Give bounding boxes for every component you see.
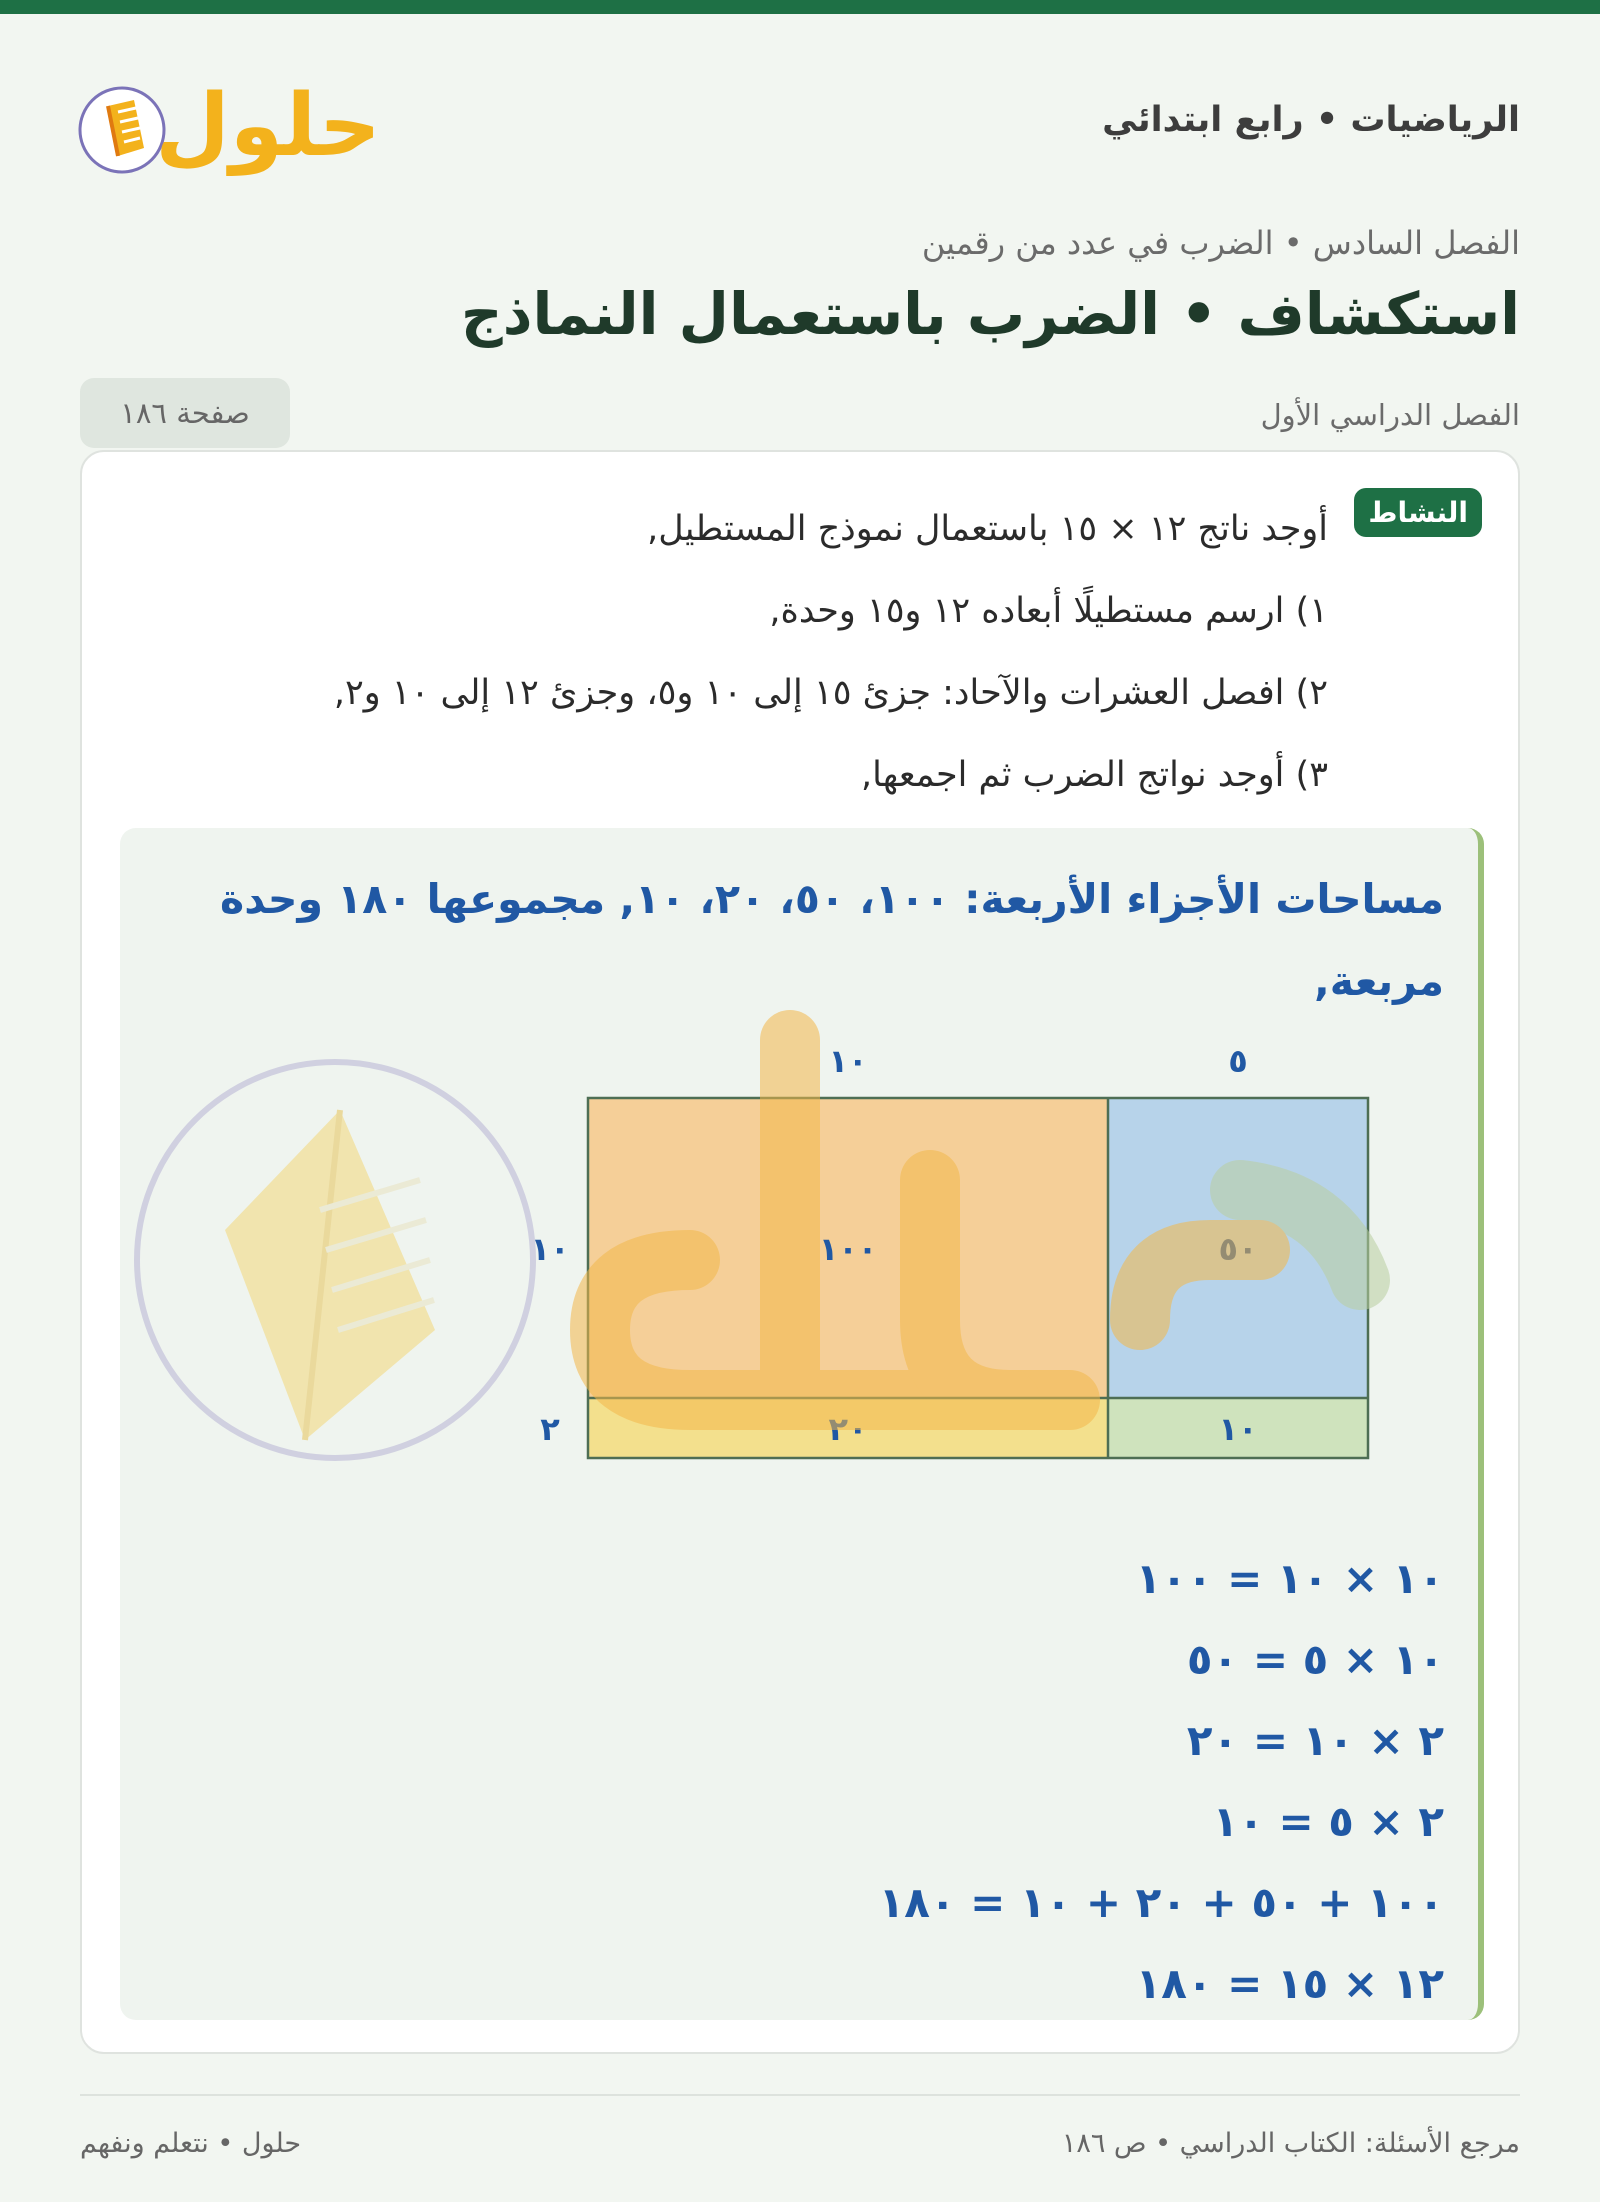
instruction-line: ١) ارسم مستطيلًا أبعاده ١٢ و١٥ وحدة, <box>769 591 1328 631</box>
footer-brand: حلول • نتعلم ونفهم <box>80 2128 302 2159</box>
equation-line: ٢ × ١٠ = ٢٠ <box>1186 1716 1444 1765</box>
chapter-label: الفصل السادس • الضرب في عدد من رقمين <box>921 224 1520 262</box>
solution-summary: مساحات الأجزاء الأربعة: ١٠٠، ٥٠، ٢٠، ١٠, مجموعها ١٨٠ وحدة مربعة, <box>220 875 1444 1005</box>
semester-label: الفصل الدراسي الأول <box>1260 398 1520 432</box>
activity-tag: النشاط <box>1354 488 1482 537</box>
footer-divider <box>80 2094 1520 2096</box>
instruction-line: ٣) أوجد نواتج الضرب ثم اجمعها, <box>860 755 1328 795</box>
page-title: استكشاف • الضرب باستعمال النماذج <box>460 280 1520 348</box>
instruction-line: ٢) افصل العشرات والآحاد: جزئ ١٥ إلى ١٠ و٥، وجزئ ١٢ إلى ١٠ و٢, <box>333 673 1328 713</box>
cell-value-50: ٥٠ <box>1218 1230 1258 1268</box>
cell-value-20: ٢٠ <box>828 1410 868 1448</box>
equation-line: ١٢ × ١٥ = ١٨٠ <box>1135 1959 1444 2008</box>
solution-panel <box>120 828 1484 2020</box>
side-label-tens: ١٠ <box>530 1230 570 1268</box>
top-label-ones: ٥ <box>1228 1042 1248 1080</box>
page-number-badge: صفحة ١٨٦ <box>80 378 290 448</box>
footer-reference: مرجع الأسئلة: الكتاب الدراسي • ص ١٨٦ <box>1061 2128 1520 2159</box>
subject-label: الرياضيات • رابع ابتدائي <box>1102 100 1520 140</box>
top-label-tens: ١٠ <box>828 1042 868 1080</box>
equation-line: ١٠ × ١٠ = ١٠٠ <box>1135 1554 1444 1603</box>
instruction-line: أوجد ناتج ١٢ × ١٥ باستعمال نموذج المستطيل, <box>647 509 1328 549</box>
area-model-diagram <box>120 1018 1484 1518</box>
activity-instructions <box>128 488 1328 816</box>
equation-line: ٢ × ٥ = ١٠ <box>1212 1797 1444 1846</box>
hulul-logo <box>78 60 381 180</box>
side-label-ones: ٢ <box>540 1410 560 1448</box>
top-accent-bar <box>0 0 1600 14</box>
svg-text:حلول: حلول <box>155 76 381 176</box>
cell-value-10: ١٠ <box>1218 1410 1258 1448</box>
cell-value-100: ١٠٠ <box>818 1230 878 1268</box>
activity-card <box>80 450 1520 2054</box>
equation-line: ١٠٠ + ٥٠ + ٢٠ + ١٠ = ١٨٠ <box>878 1878 1444 1927</box>
equations-list <box>879 1538 1444 2024</box>
equation-line: ١٠ × ٥ = ٥٠ <box>1186 1635 1444 1684</box>
